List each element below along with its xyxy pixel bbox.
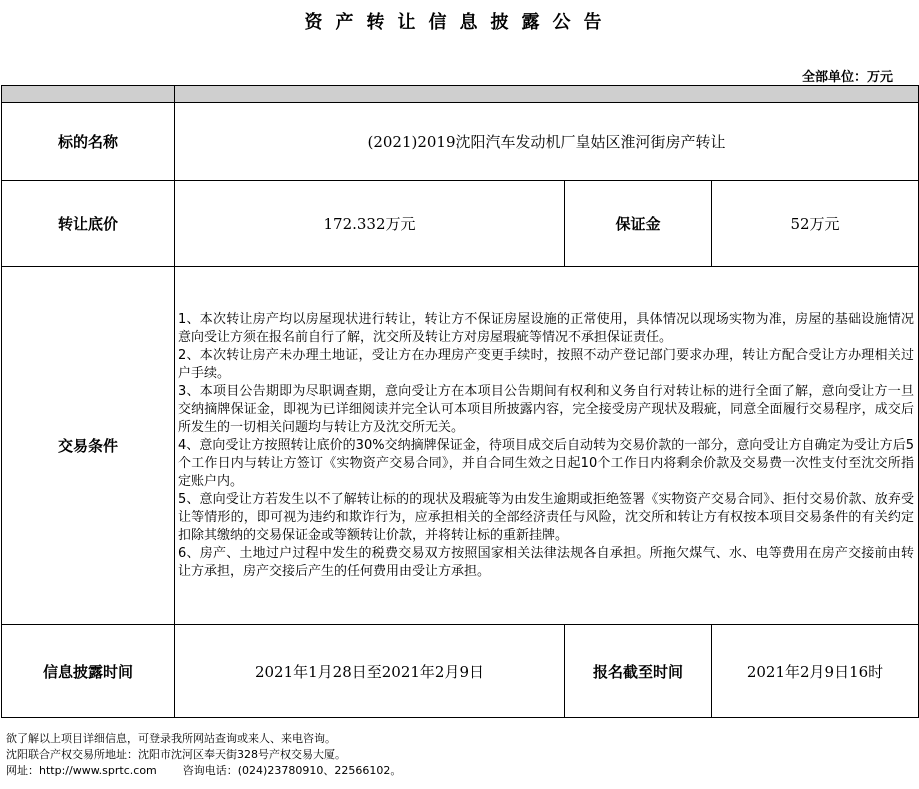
row-name (2, 103, 919, 181)
condition-item-3: 3、本项目公告期即为尽职调查期，意向受让方在本项目公告期间有权利和义务自行对转让标的进行全面了解，意向受让方一旦交纳摘牌保证金，即视为已详细阅读并完全认可本项目所披露内容，完全接受房产现状及瑕疵，同意全面履行交易程序，成交后所发生的一切相关问题均与转让方及沈交所无关。 (178, 383, 915, 435)
condition-item-5: 5、意向受让方若发生以不了解转让标的的现状及瑕疵等为由发生逾期或拒绝签署《实物资产交易合同》、拒付交易价款、放弃受让等情形的，即可视为违约和欺诈行为，应承担相关的全部经济责任与风险，沈交所和转让方有权按本项目交易条件的有关约定扣除其缴纳的交易保证金或等额转让价款，并将转让标的重新挂牌。 (178, 491, 915, 543)
conditions-text (175, 267, 919, 625)
deadline-label: 报名截至时间 (565, 625, 712, 718)
footer-address: 沈阳联合产权交易所地址：沈阳市沈河区奉天街328号产权交易大厦。 (6, 748, 346, 761)
header-bar-right (175, 86, 919, 103)
price-label: 转让底价 (2, 181, 175, 267)
name-value: (2021)2019沈阳汽车发动机厂皇姑区淮河街房产转让 (175, 103, 919, 181)
row-price (2, 181, 919, 267)
conditions-label: 交易条件 (2, 267, 175, 625)
header-bar-left (2, 86, 175, 103)
unit-note: 全部单位：万元 (801, 70, 893, 85)
deadline-value: 2021年2月9日16时 (712, 625, 919, 718)
footer-phone: 咨询电话：(024)23780910、22566102。 (182, 764, 402, 777)
row-conditions (2, 267, 919, 625)
disclosure-value: 2021年1月28日至2021年2月9日 (175, 625, 565, 718)
condition-item-1: 1、本次转让房产均以房屋现状进行转让，转让方不保证房屋设施的正常使用，具体情况以现场实物为准，房屋的基础设施情况意向受让方须在报名前自行了解，沈交所及转让方对房屋瑕疵等情况不承担保证责任。 (178, 311, 915, 345)
footer (6, 731, 401, 779)
page-title: 资产转让信息披露公告 (304, 12, 615, 33)
footer-website[interactable]: 网址：http://www.sprtc.com (6, 764, 157, 777)
header-bar (2, 86, 919, 103)
condition-item-2: 2、本次转让房产未办理土地证，受让方在办理房产变更手续时，按照不动产登记部门要求办理，转让方配合受让方办理相关过户手续。 (178, 347, 915, 381)
condition-item-6: 6、房产、土地过户过程中发生的税费交易双方按照国家相关法律法规各自承担。所拖欠煤气、水、电等费用在房产交接前由转让方承担，房产交接后产生的任何费用由受让方承担。 (178, 545, 915, 579)
row-dates (2, 625, 919, 718)
footer-contact (6, 763, 401, 779)
disclosure-label: 信息披露时间 (2, 625, 175, 718)
name-label: 标的名称 (2, 103, 175, 181)
price-value: 172.332万元 (175, 181, 565, 267)
footer-line-1: 欲了解以上项目详细信息，可登录我所网站查询或来人、来电咨询。 (6, 732, 336, 745)
deposit-label: 保证金 (565, 181, 712, 267)
condition-item-4: 4、意向受让方按照转让底价的30%交纳摘牌保证金，待项目成交后自动转为交易价款的一部分，意向受让方自确定为受让方后5个工作日内与转让方签订《实物资产交易合同》，并自合同生效之日起10个工作日内将剩余价款及交易费一次性支付至沈交所指定账户内。 (178, 437, 915, 489)
announcement-table (1, 85, 919, 718)
deposit-value: 52万元 (712, 181, 919, 267)
